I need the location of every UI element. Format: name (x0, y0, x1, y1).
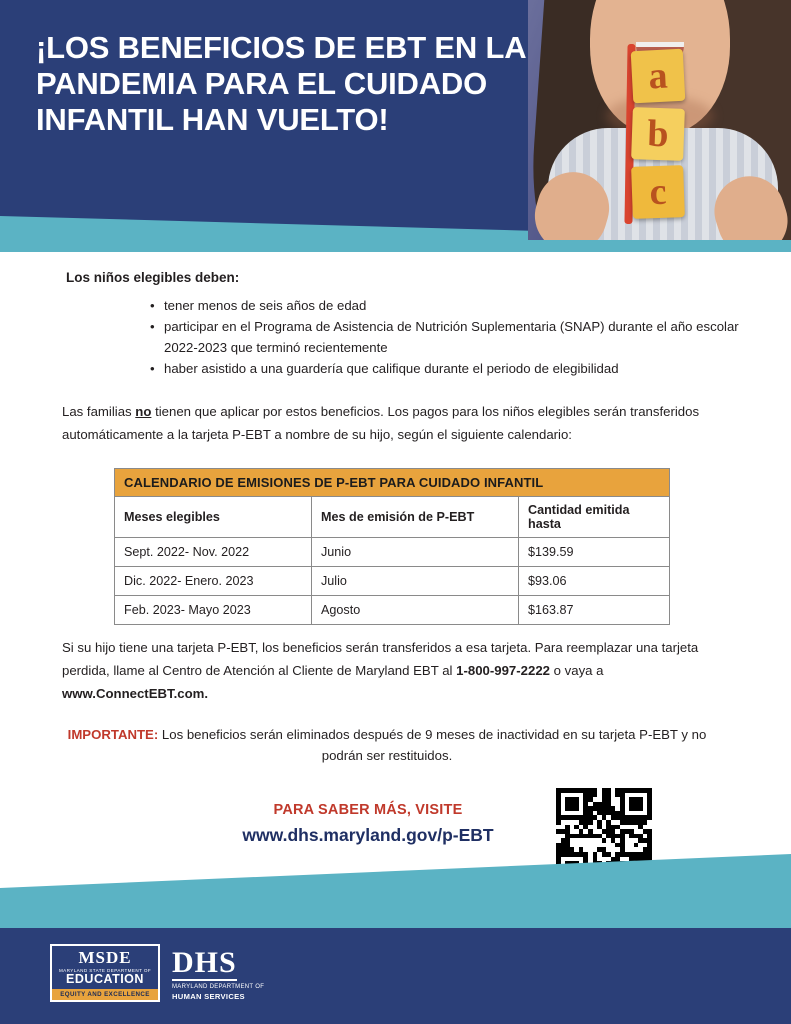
dhs-logo (172, 945, 322, 1003)
important-text: Los beneficios serán eliminados después de 9 meses de inactividad en su tarjeta P-EBT y no podrán ser restituidos. (158, 727, 707, 764)
dhs-logo-mark: DHS (172, 949, 237, 982)
cta-website-link[interactable]: www.dhs.maryland.gov/p-EBT (242, 825, 494, 845)
schedule-table-wrap (114, 468, 670, 625)
table-cell-issue-month: Junio (312, 538, 519, 567)
table-header-cell: Cantidad emitida hasta (519, 497, 670, 538)
alphabet-block-b: b (631, 107, 685, 161)
table-row (115, 596, 670, 625)
table-header-cell: Meses elegibles (115, 497, 312, 538)
msde-education-word: EDUCATION (66, 972, 144, 987)
table-cell-months: Dic. 2022- Enero. 2023 (115, 567, 312, 596)
schedule-table (114, 468, 670, 625)
replacement-text-pre: Si su hijo tiene una tarjeta P-EBT, los beneficios serán transferidos a esa tarjeta. Para reemplazar una tarjeta perdida, llame al Centro de Atención al Cliente de Maryland EBT al (62, 640, 699, 679)
table-header-row (115, 497, 670, 538)
child-photo (528, 0, 791, 240)
table-row (115, 567, 670, 596)
replacement-text-mid: o vaya a (550, 663, 604, 679)
list-item: • haber asistido a una guardería que califique durante el periodo de elegibilidad (150, 359, 750, 379)
list-item: • tener menos de seis años de edad (150, 296, 750, 316)
dhs-services-line: HUMAN SERVICES (172, 991, 245, 1001)
poster-footer (0, 854, 791, 1024)
no-application-paragraph (62, 400, 712, 446)
table-caption: CALENDARIO DE EMISIONES DE P-EBT PARA CUIDADO INFANTIL (115, 469, 670, 497)
cta-block (198, 802, 538, 846)
table-caption-row (115, 469, 670, 497)
table-cell-amount: $93.06 (519, 567, 670, 596)
cta-headline: PARA SABER MÁS, VISITE (273, 802, 463, 818)
table-header-cell: Mes de emisión de P-EBT (312, 497, 519, 538)
table-cell-amount: $139.59 (519, 538, 670, 567)
table-cell-issue-month: Julio (312, 567, 519, 596)
alphabet-block-a: a (631, 49, 686, 104)
table-cell-months: Sept. 2022- Nov. 2022 (115, 538, 312, 567)
important-label: IMPORTANTE: (67, 727, 159, 742)
msde-logo (50, 944, 160, 1002)
alphabet-block-c: c (631, 165, 685, 219)
eligibility-title: Los niños elegibles deben: (66, 270, 240, 285)
msde-department-line: MARYLAND STATE DEPARTMENT OF (58, 968, 152, 974)
dhs-subtitle (172, 984, 322, 1002)
table-cell-months: Feb. 2023- Mayo 2023 (115, 596, 312, 625)
table-cell-amount: $163.87 (519, 596, 670, 625)
customer-service-phone: 1-800-997-2222 (456, 663, 550, 679)
poster-header (0, 0, 791, 252)
msde-tagline: EQUITY AND EXCELLENCE (50, 989, 160, 1002)
no-application-emphasis: no (135, 404, 152, 419)
dhs-department-line: MARYLAND DEPARTMENT OF (172, 984, 265, 990)
table-cell-issue-month: Agosto (312, 596, 519, 625)
replacement-card-paragraph (62, 636, 712, 705)
no-application-pre: Las familias (62, 404, 136, 419)
connectebt-link[interactable]: www.ConnectEBT.com. (62, 686, 209, 702)
eligibility-list (132, 296, 750, 381)
important-notice (62, 724, 712, 767)
no-application-post: tienen que aplicar por estos beneficios. Los pagos para los niños elegibles serán transferidos automáticamente a la tarjeta P-EBT a nombre de su hijo, según el siguiente calendario: (62, 404, 700, 443)
msde-logo-mark: MSDE (78, 948, 132, 968)
list-item: • participar en el Programa de Asistencia de Nutrición Suplementaria (SNAP) durante el año escolar 2022-2023 que terminó recientemente (150, 317, 750, 358)
page-title: ¡LOS BENEFICIOS DE EBT EN LA PANDEMIA PARA EL CUIDADO INFANTIL HAN VUELTO! (36, 30, 526, 137)
msde-logo-top (50, 944, 160, 989)
table-row (115, 538, 670, 567)
